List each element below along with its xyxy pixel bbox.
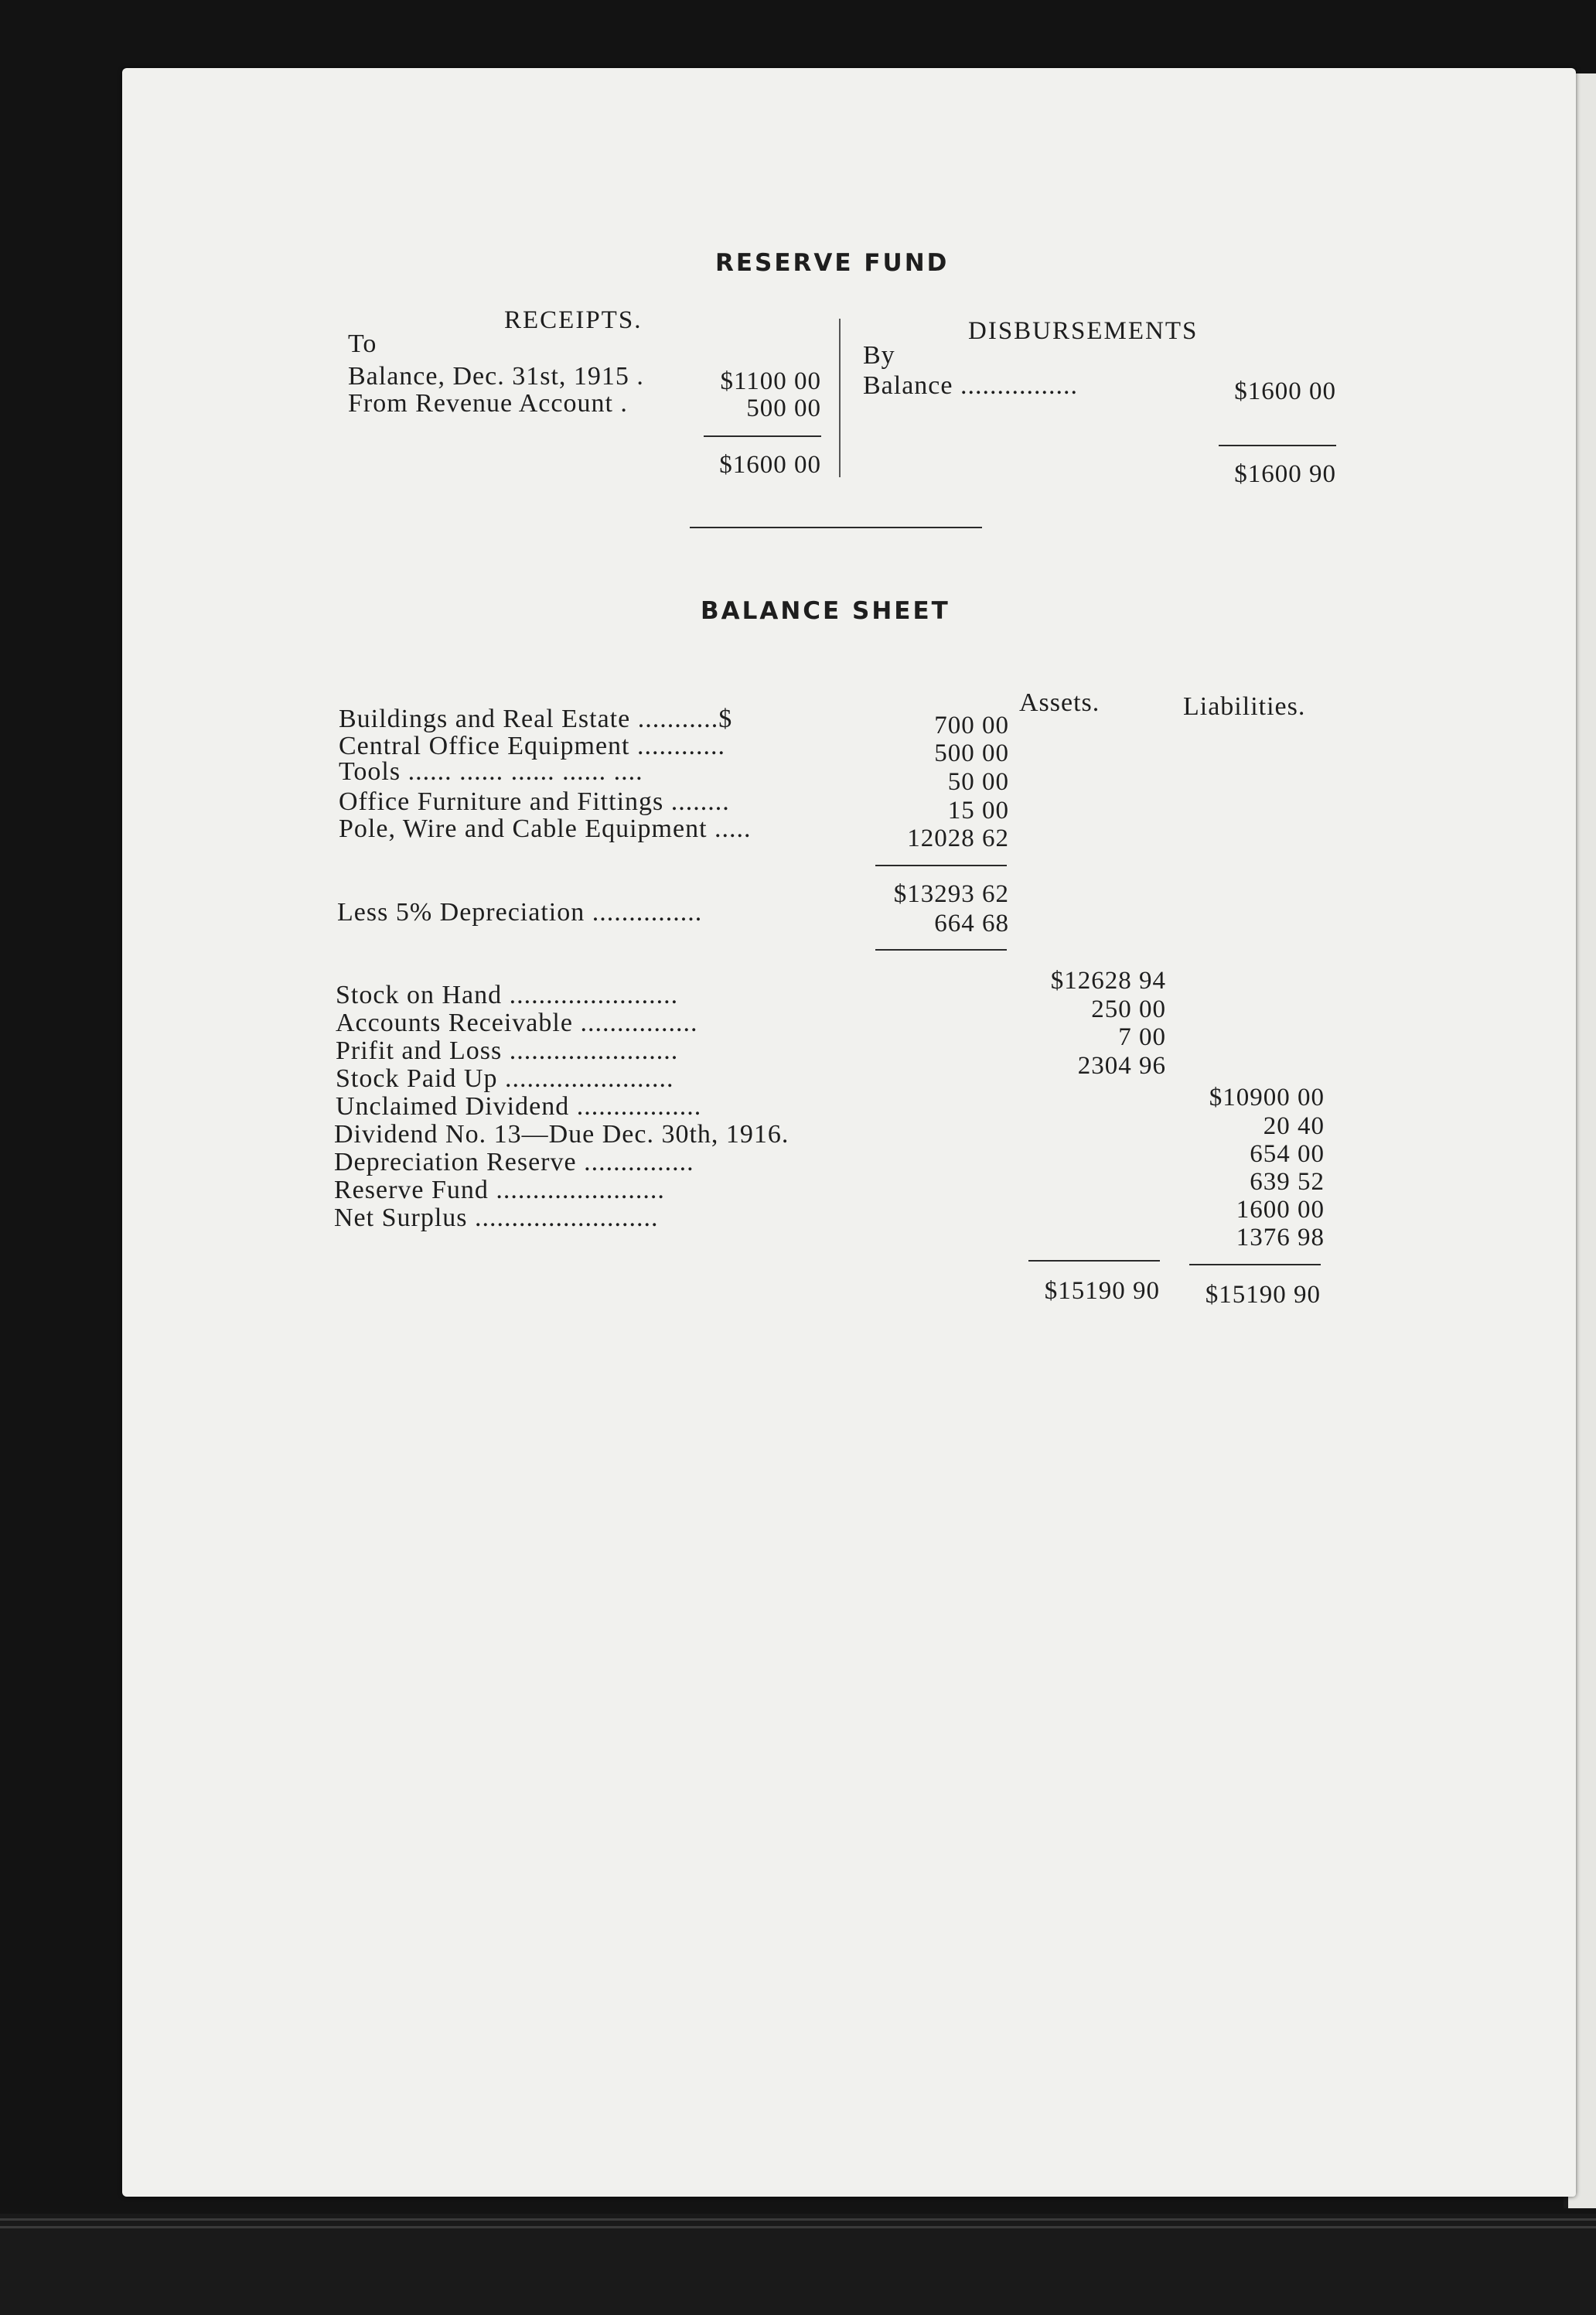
balance-row-liability: 639 52 xyxy=(1250,1168,1325,1196)
equipment-label: Buildings and Real Estate ...........$ xyxy=(339,705,733,733)
balance-row-liability: 1376 98 xyxy=(1236,1224,1325,1251)
balance-row-liability: $10900 00 xyxy=(1209,1084,1325,1111)
disbursements-heading: DISBURSEMENTS xyxy=(968,317,1199,345)
equipment-label: Office Furniture and Fittings ........ xyxy=(339,787,730,816)
total-rule xyxy=(1189,1264,1321,1265)
balance-row-label: Reserve Fund ....................... xyxy=(334,1176,665,1204)
balance-row-label: Unclaimed Dividend ................. xyxy=(336,1092,702,1121)
receipts-row-amount: 500 00 xyxy=(746,394,821,422)
equipment-amount: 700 00 xyxy=(934,712,1009,739)
balance-row-label: Net Surplus ......................... xyxy=(334,1204,659,1232)
subtotal-rule xyxy=(875,949,1007,951)
total-rule xyxy=(1028,1260,1160,1262)
liabilities-column-header: Liabilities. xyxy=(1183,692,1306,721)
balance-row-liability: 20 40 xyxy=(1263,1112,1325,1140)
net-equipment-asset: $12628 94 xyxy=(1050,967,1166,995)
balance-row-label: Depreciation Reserve ............... xyxy=(334,1148,694,1176)
total-assets: $15190 90 xyxy=(1044,1277,1160,1305)
equipment-label: Pole, Wire and Cable Equipment ..... xyxy=(339,814,752,843)
balance-row-label: Prifit and Loss ....................... xyxy=(336,1036,679,1065)
balance-row-label: Stock on Hand ....................... xyxy=(336,981,679,1009)
divider xyxy=(0,2226,1596,2228)
receipts-heading: RECEIPTS. xyxy=(504,306,643,334)
balance-row-label: Dividend No. 13—Due Dec. 30th, 1916. xyxy=(334,1120,789,1149)
subtotal-rule xyxy=(875,865,1007,866)
equipment-label: Tools ...... ...... ...... ...... .... xyxy=(339,757,643,786)
receipts-prefix: To xyxy=(348,329,377,358)
equipment-label: Central Office Equipment ............ xyxy=(339,732,725,760)
receipts-total: $1600 00 xyxy=(719,451,821,479)
equipment-amount: 50 00 xyxy=(947,768,1009,796)
depreciation-label: Less 5% Depreciation ............... xyxy=(337,898,703,927)
balance-sheet-title: BALANCE SHEET xyxy=(701,597,950,625)
disbursements-row-label: Balance ................ xyxy=(863,371,1078,400)
balance-row-asset: 7 00 xyxy=(1118,1023,1166,1051)
balance-row-liability: 654 00 xyxy=(1250,1140,1325,1168)
balance-row-label: Accounts Receivable ................ xyxy=(336,1009,698,1037)
assets-column-header: Assets. xyxy=(1019,688,1100,717)
reserve-fund-title: RESERVE FUND xyxy=(715,249,950,277)
section-divider xyxy=(690,527,982,528)
equipment-subtotal: $13293 62 xyxy=(893,880,1009,908)
divider xyxy=(0,2218,1596,2221)
receipts-row-label: Balance, Dec. 31st, 1915 . xyxy=(348,362,644,391)
disbursements-total: $1600 90 xyxy=(1234,460,1336,488)
equipment-amount: 500 00 xyxy=(934,739,1009,767)
balance-row-liability: 1600 00 xyxy=(1236,1196,1325,1224)
receipts-row-label: From Revenue Account . xyxy=(348,389,628,418)
column-divider xyxy=(839,319,841,477)
balance-row-label: Stock Paid Up ....................... xyxy=(336,1064,674,1093)
balance-row-asset: 2304 96 xyxy=(1077,1052,1166,1080)
depreciation-amount: 664 68 xyxy=(934,910,1009,937)
balance-row-asset: 250 00 xyxy=(1091,995,1166,1023)
total-rule xyxy=(704,435,821,437)
disbursements-row-amount: $1600 00 xyxy=(1234,377,1336,405)
disbursements-prefix: By xyxy=(863,341,895,370)
equipment-amount: 12028 62 xyxy=(907,825,1009,852)
total-liabilities: $15190 90 xyxy=(1205,1281,1321,1309)
receipts-row-amount: $1100 00 xyxy=(720,367,821,395)
equipment-amount: 15 00 xyxy=(947,797,1009,825)
total-rule xyxy=(1219,445,1336,446)
background-band xyxy=(0,2214,1596,2315)
